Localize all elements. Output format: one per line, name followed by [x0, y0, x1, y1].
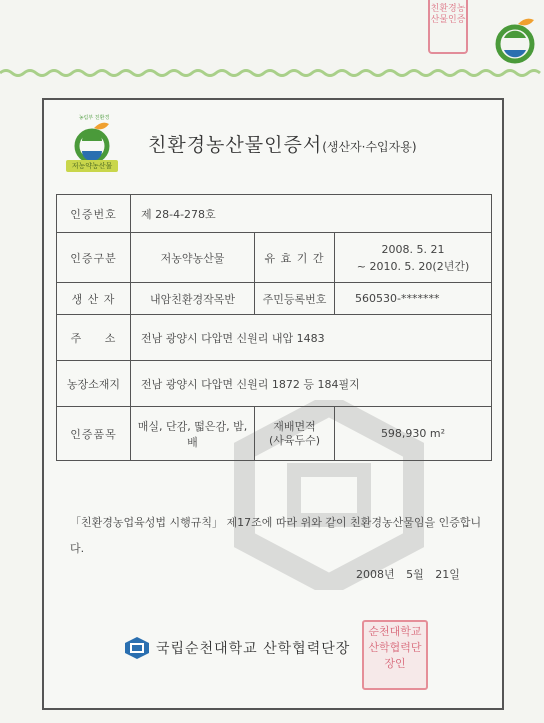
reg-no-label: 주민등록번호 — [255, 283, 335, 315]
table-row — [57, 361, 492, 407]
farm-location-label: 농장소재지 — [57, 361, 131, 407]
validity-end: ~ 2010. 5. 20(2년간) — [356, 259, 470, 273]
certification-statement: 「친환경농업육성법 시행규칙」 제17조에 따라 위와 같이 친환경농산물임을 인증합니다. — [70, 516, 482, 555]
validity-value — [335, 233, 492, 283]
top-eco-logo-icon — [490, 10, 540, 66]
cultivation-area-value: 598,930 m² — [335, 407, 492, 461]
cultivation-area-label — [255, 407, 335, 461]
area-label-line-1: 재배면적 — [273, 419, 316, 433]
certificate-header — [44, 100, 502, 192]
table-row — [57, 195, 492, 233]
decorative-wave-band — [0, 66, 544, 80]
category-label: 인증구분 — [57, 233, 131, 283]
title-main: 친환경농산물인증서 — [148, 134, 323, 156]
table-row — [57, 233, 492, 283]
producer-label: 생 산 자 — [57, 283, 131, 315]
cert-no-value: 제 28-4-278호 — [131, 195, 492, 233]
certificate-table — [56, 194, 492, 461]
category-value: 저농약농산물 — [131, 233, 255, 283]
table-row — [57, 315, 492, 361]
certificate-frame — [42, 98, 504, 710]
table-row — [57, 407, 492, 461]
address-value: 전남 광양시 다압면 신원리 내압 1483 — [131, 315, 492, 361]
reg-no-value: 560530-******* — [335, 283, 492, 315]
logo-ring-text: 농림부 친환경 — [78, 115, 110, 121]
farm-location-value: 전남 광양시 다압면 신원리 1872 등 184필지 — [131, 361, 492, 407]
items-value: 매실, 단감, 떫은감, 밤, 배 — [131, 407, 255, 461]
items-label: 인증품목 — [57, 407, 131, 461]
title-sub: (생산자·수입자용) — [322, 140, 417, 154]
table-row — [57, 283, 492, 315]
area-label-line-2: (사육두수) — [268, 433, 321, 447]
top-red-stamp: 친환경농산물인증 — [428, 0, 468, 54]
low-pesticide-badge: 저농약농산물 — [66, 160, 118, 172]
producer-value: 내암친환경작목반 — [131, 283, 255, 315]
issue-date: 2008년 5월 21일 — [356, 568, 460, 581]
certificate-title — [148, 130, 417, 157]
validity-start: 2008. 5. 21 — [381, 242, 445, 256]
validity-label: 유 효 기 간 — [255, 233, 335, 283]
cert-no-label: 인증번호 — [57, 195, 131, 233]
address-label: 주 소 — [57, 315, 131, 361]
issuer-name: 국립순천대학교 산학협력단장 — [156, 641, 351, 657]
official-seal: 순천대학교산학협력단장인 — [362, 620, 428, 690]
university-logo-icon — [124, 636, 150, 660]
